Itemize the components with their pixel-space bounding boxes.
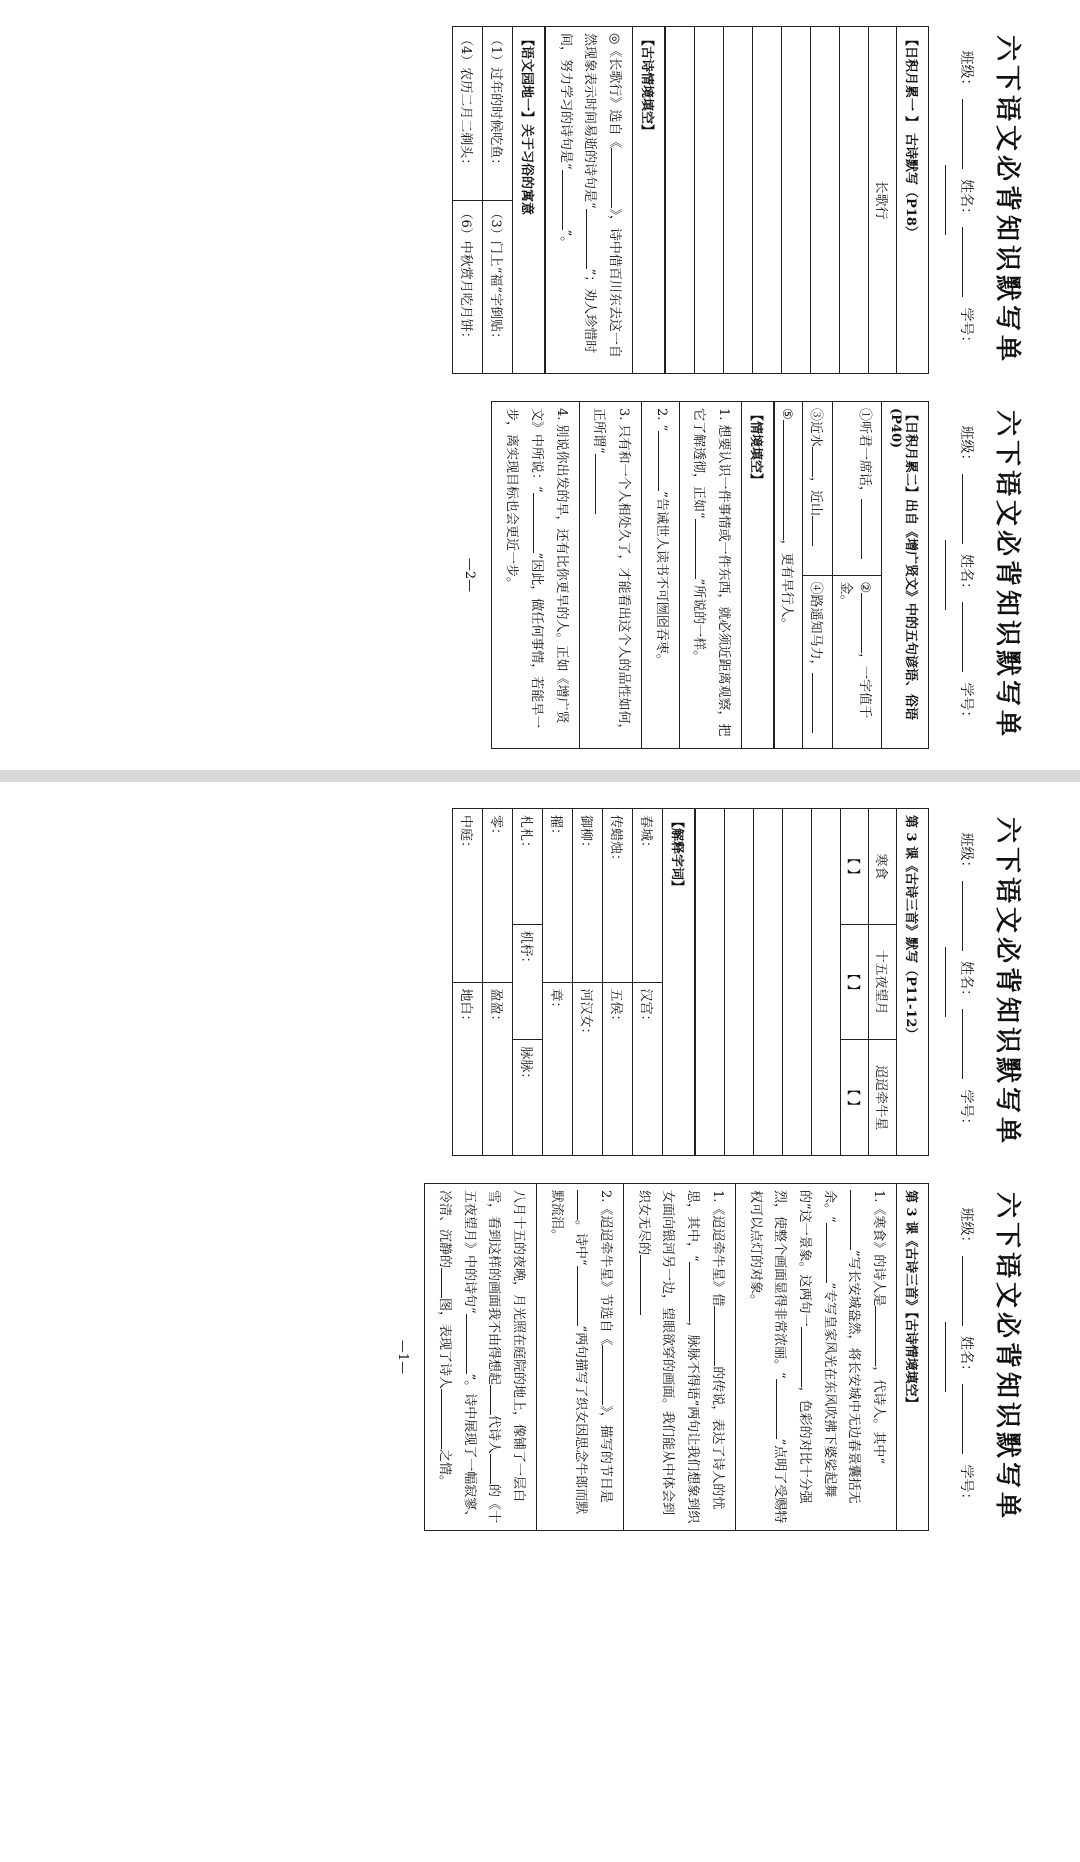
word-item: 地白： [458,988,473,1028]
custom-item: （1）过年的时候吃鱼： [483,27,512,201]
poem-title: 迢迢牵牛星 [873,1065,888,1131]
custom-item: （6）中秋赏月吃月饼： [457,206,473,345]
worksheet-box [492,401,930,749]
doc-title: 六下语文必背知识默写单 [992,409,1022,740]
page-number: —2— [462,557,478,593]
fill-question: 2.《迢迢牵牛星》节选自《》，描写的节日是。诗中“”两句描写了织女因思念牛郎而默默流泪。 [536,1184,623,1530]
author-bracket: 【 】 [845,1082,860,1113]
fill-question: 2. “”告诫世人读书不可囫囵吞枣。 [641,402,679,748]
doc-title: 六下语文必背知识默写单 [992,816,1022,1147]
proverb: ⑤，更有早行人。 [774,402,802,748]
proverb: ②，一字值千金。 [838,581,872,719]
section-heading: 【古诗情境填空】 [632,27,665,373]
author-bracket: 【 】 [841,925,868,1041]
doc-title: 六下语文必背知识默写单 [992,34,1022,365]
worksheet-box [424,1183,929,1531]
author-bracket: 【 】 [841,809,868,925]
word-item: 五侯： [608,988,623,1028]
word-item: 机杼： [513,925,542,1041]
proverb: ③近水，近山 [803,402,832,576]
proverb: ①听君一席话， [833,402,881,576]
word-item: 汉宫： [638,988,653,1028]
section-heading: 【日积月累一 】 古诗默写（P18） [896,27,928,373]
fill-question: 3. 只有和一个人相处久了，才能看出这个人的品性如何，正所谓“ [579,402,641,748]
worksheet-right [0,395,1080,755]
section-heading: 第 3 课《古诗三首》默写（P11-12） [896,809,928,1155]
word-item: 春城： [633,809,662,983]
page-one [0,782,1022,1862]
student-info: 班级： 姓名： 学号： [941,802,977,1162]
section-heading: 【情境填空】 [741,402,774,748]
fill-question: 八月十五的夜晚，月光照在庭院的地上，像铺了一层白雪，看到这样的画面我不由得想起代诗人的《十五夜望月》中的诗句“”。诗中展现了一幅寂寥、冷清、沉静的图，表现了诗人之情。 [437,1190,527,1524]
page-number: —1— [395,1339,411,1375]
fill-question: 1.《寒食》的诗人是，代诗人。其中“”写长安城盎然，将长安城中无边春景囊括无余。“”专写皇家风光在东风吹拂下婆娑起舞的”这一景象。这两句一，色彩的对比十分强烈，使整个画面显得非常浓丽。“”点明了受赐特权可以点灯的对象。 [735,1184,896,1530]
fill-question: ◎《长歌行》选自《》，诗中借百川东去这一自然现象表示时间易逝的诗句是“”；劝人珍惜时间，努力学习的诗句是“”。 [545,27,632,373]
word-item: 御柳： [573,809,602,983]
worksheet-right [0,1177,1080,1537]
poem-title: 寒食 [869,809,896,925]
word-item: 擢： [543,809,572,983]
section-heading: 第 3 课《古诗三首》【古诗情境填空】 [896,1184,928,1530]
student-info: 班级： 姓名： 学号： [941,20,977,380]
word-item: 盈盈： [488,988,503,1028]
custom-item: （3）门上“福”字倒贴： [487,206,503,346]
fill-question: 1. 想要认识一件事情或一件东西，就必须近距离观察，把它了解透彻，正如“”所说的一样。 [679,402,741,748]
worksheet-left [0,20,1080,380]
worksheet-left [0,802,1080,1162]
section-heading: 【解释字词】 [662,809,695,1155]
word-item: 札札： [513,809,542,925]
worksheet-box [452,808,929,1156]
student-info: 班级： 姓名： 学号： [941,395,977,755]
proverb: ④路遥知马力， [803,576,832,749]
word-item: 章： [548,988,563,1015]
word-item: 传蜡烛： [603,809,632,983]
section-heading: 【日积月累二】出自《增广贤文》中的五句谚语、俗语(P40) [881,402,928,748]
doc-title: 六下语文必背知识默写单 [992,1191,1022,1522]
word-item: 脉脉： [518,1046,533,1086]
word-item: 河汉女： [578,988,593,1041]
worksheet-box [452,26,929,374]
custom-item: （4）农历二月二剃头： [453,27,482,201]
word-item: 中庭： [453,809,482,983]
poem-title: 十五夜望月 [869,925,896,1041]
poem-title: 长歌行 [868,27,896,373]
word-item: 零： [483,809,512,983]
fill-question: 4. 别说你出发的早，还有比你更早的人。正如《增广贤文》中所说：“”因此，做任何事情，若能早一步，离实现目标也会更近一步。 [504,408,569,729]
section-heading: 【语文园地一】关于习俗的寓意 [512,27,545,373]
fill-question: 1.《迢迢牵牛星》借的传说，表达了诗人的忧思，其中，“，脉脉不得语”两句让我们想象到织女面向银河另一边，望眼欲穿的画面。我们能从中体会到织女无尽的 [623,1184,735,1530]
student-info: 班级： 姓名： 学号： [941,1177,977,1537]
